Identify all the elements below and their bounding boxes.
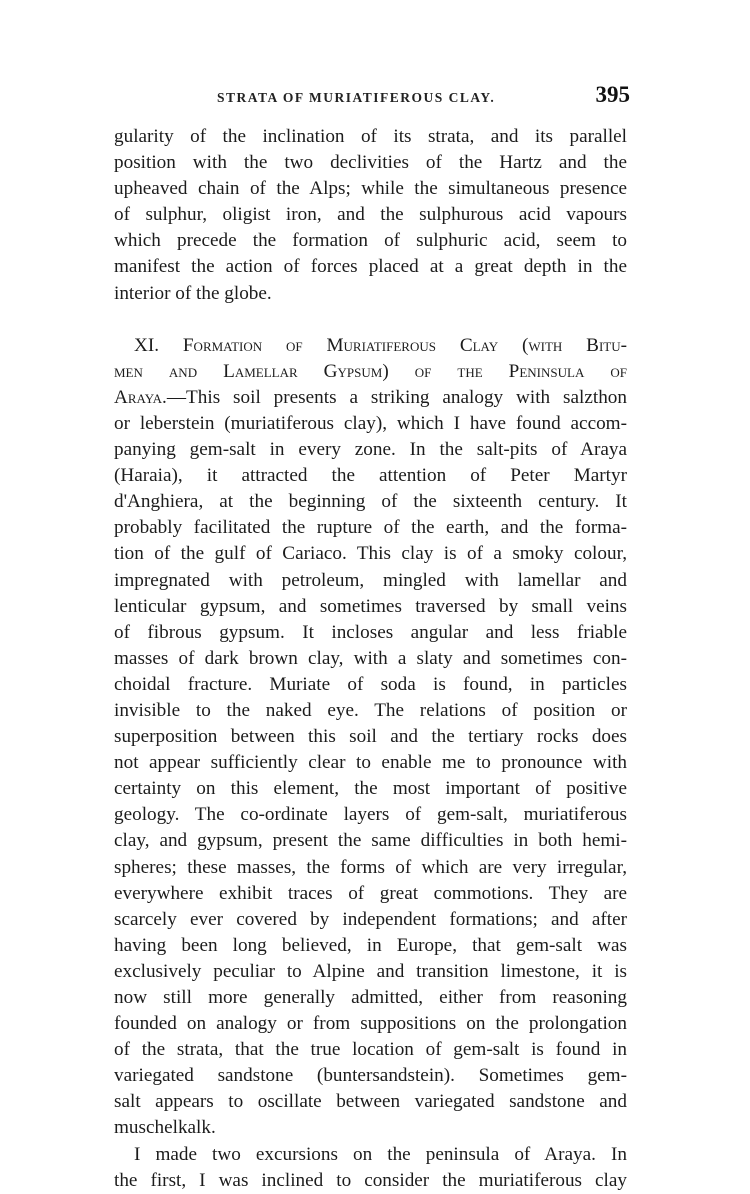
section-heading: men and Lamellar Gypsum) of the Peninsula of — [114, 360, 627, 382]
text-line: clay, and gypsum, present the same difficulties in both hemi- — [114, 830, 627, 852]
text-line: variegated sandstone (buntersandstein). Sometimes gem- — [114, 1065, 627, 1087]
text-line: position with the two declivities of the Hartz and the — [114, 152, 627, 174]
text-line: of fibrous gypsum. It incloses angular and less friable — [114, 621, 627, 643]
text-line: not appear sufficiently clear to enable me to pronounce with — [114, 752, 627, 774]
text-line: —This soil presents a striking analogy with salzthon — [166, 386, 627, 408]
section-heading: XI. Formation of Muriatiferous Clay (with Bitu- — [134, 334, 627, 356]
section-xi — [114, 333, 627, 1142]
text-line: lenticular gypsum, and sometimes traversed by small veins — [114, 595, 627, 617]
text-line: tion of the gulf of Cariaco. This clay is of a smoky colour, — [114, 543, 627, 565]
text-line: founded on analogy or from suppositions on the prolongation — [114, 1013, 627, 1035]
paragraph-continued — [114, 124, 627, 307]
text-line: impregnated with petroleum, mingled with lamellar and — [114, 569, 627, 591]
text-line: masses of dark brown clay, with a slaty and sometimes con- — [114, 647, 627, 669]
text-line: spheres; these masses, the forms of which are very irregular, — [114, 856, 627, 878]
text-line: now still more generally admitted, either from reasoning — [114, 987, 627, 1008]
text-line: having been long believed, in Europe, that gem-salt was — [114, 934, 627, 956]
page-header — [112, 78, 630, 114]
text-line: everywhere exhibit traces of great commotions. They are — [114, 882, 627, 904]
paragraph-excursions — [114, 1142, 627, 1194]
text-line: scarcely ever covered by independent formations; and after — [114, 908, 627, 930]
text-line: geology. The co-ordinate layers of gem-salt, muriatiferous — [114, 804, 627, 826]
text-line: probably facilitated the rupture of the earth, and the forma- — [114, 517, 627, 539]
text-line: certainty on this element, the most important of positive — [114, 778, 627, 800]
text-line: the first, I was inclined to consider the muriatiferous clay — [114, 1169, 627, 1191]
section-heading: Araya. — [114, 386, 167, 408]
text-line: muschelkalk. — [114, 1117, 216, 1139]
body-text — [114, 124, 627, 1194]
text-line: of the strata, that the true location of gem-salt is found in — [114, 1039, 627, 1061]
text-line: choidal fracture. Muriate of soda is found, in particles — [114, 673, 627, 695]
text-line: superposition between this soil and the tertiary rocks does — [114, 726, 627, 748]
text-line: manifest the action of forces placed at a great depth in the — [114, 256, 627, 278]
text-line: invisible to the naked eye. The relations of position or — [114, 699, 627, 721]
text-line: which precede the formation of sulphuric acid, seem to — [114, 230, 627, 252]
text-line: I made two excursions on the peninsula of Araya. In — [134, 1143, 627, 1165]
page-number: 395 — [595, 82, 630, 107]
text-line: salt appears to oscillate between variegated sandstone and — [114, 1091, 627, 1113]
text-line: d'Anghiera, at the beginning of the sixteenth century. It — [114, 491, 627, 513]
text-line: panying gem-salt in every zone. In the salt-pits of Araya — [114, 439, 627, 461]
text-line: (Haraia), it attracted the attention of Peter Martyr — [114, 465, 627, 487]
text-line: of sulphur, oligist iron, and the sulphurous acid vapours — [114, 204, 627, 226]
text-line: upheaved chain of the Alps; while the simultaneous presence — [114, 178, 627, 200]
text-line: exclusively peculiar to Alpine and transition limestone, it is — [114, 960, 627, 982]
text-line: or leberstein (muriatiferous clay), which I have found accom- — [114, 412, 627, 434]
text-line: interior of the globe. — [114, 282, 272, 304]
text-line: gularity of the inclination of its strata, and its parallel — [114, 126, 627, 147]
running-head: STRATA OF MURIATIFEROUS CLAY. — [217, 90, 496, 105]
